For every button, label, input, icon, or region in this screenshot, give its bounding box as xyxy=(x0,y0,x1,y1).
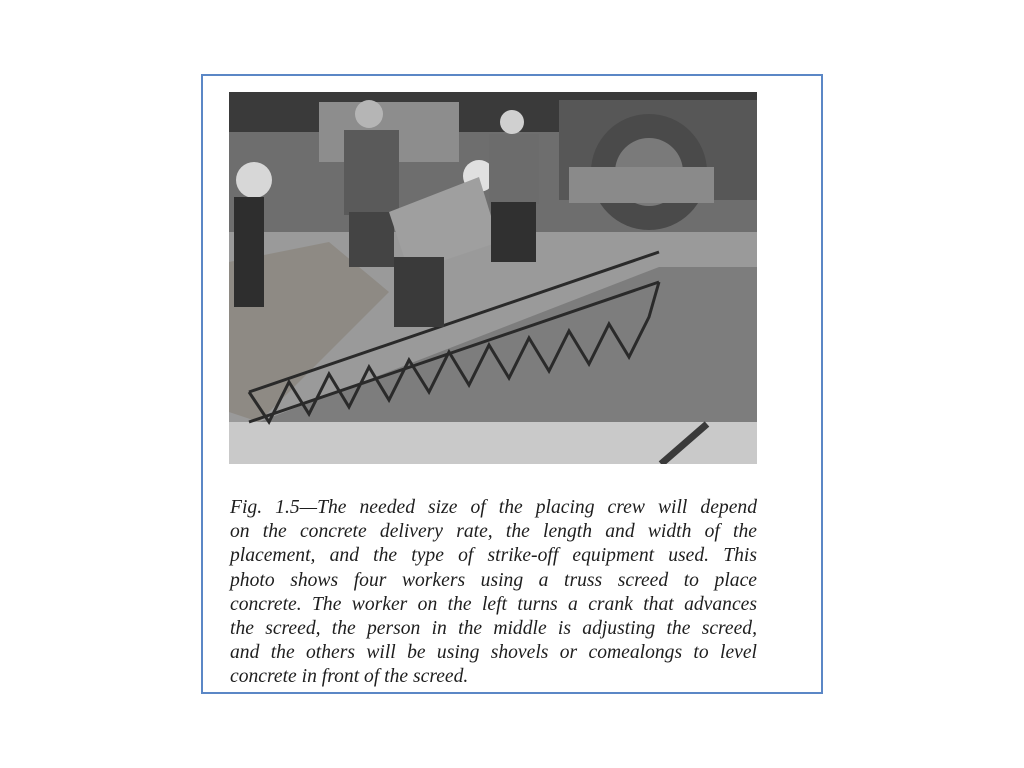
caption-line: the screed, the person in the middle is adjusting the screed, xyxy=(230,618,757,640)
equipment-beam xyxy=(569,167,714,203)
foreground-sand xyxy=(229,422,757,464)
caption-line: on the concrete delivery rate, the length and width of the xyxy=(230,521,757,543)
caption-line: placement, and the type of strike-off equipment used. This xyxy=(230,545,757,567)
caption-line: concrete. The worker on the left turns a crank that advances xyxy=(230,593,757,615)
caption-line: Fig. 1.5—The needed size of the placing crew will depend xyxy=(230,497,757,518)
caption-line: photo shows four workers using a truss screed to place xyxy=(230,569,757,591)
figure-frame xyxy=(201,74,823,694)
figure-caption xyxy=(230,496,757,690)
photo-illustration xyxy=(229,92,757,464)
caption-line: and the others will be using shovels or comealongs to level xyxy=(230,642,757,664)
caption-line: concrete in front of the screed. xyxy=(230,666,469,688)
construction-photo xyxy=(229,92,757,464)
